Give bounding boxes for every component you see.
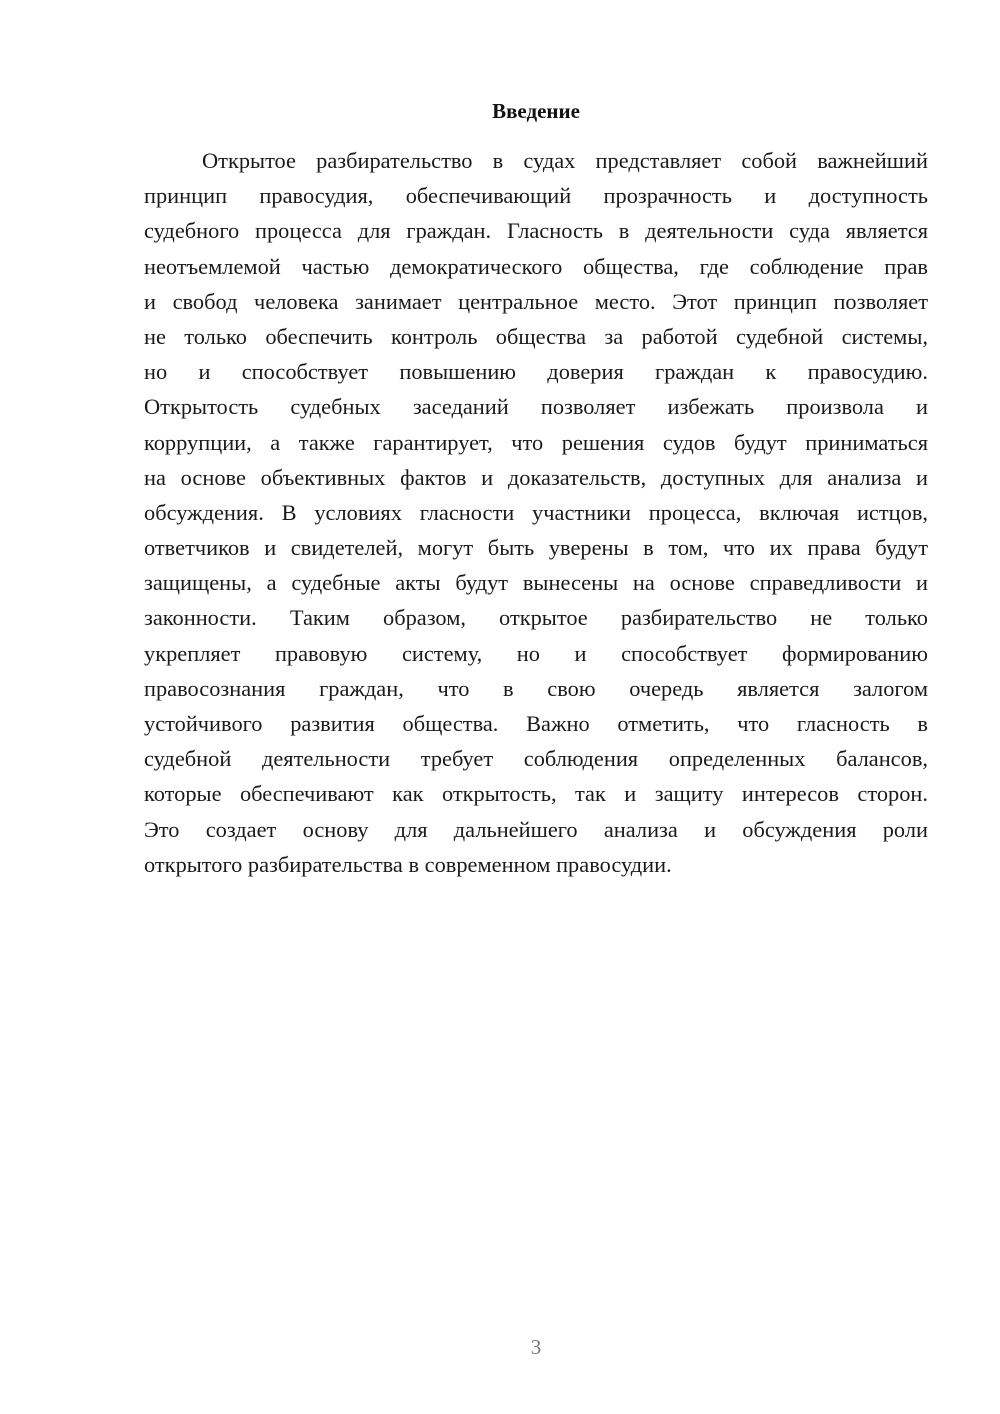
paragraph-line: законности. Таким образом, открытое разбирательство не только — [144, 605, 928, 631]
paragraph-line: Это создает основу для дальнейшего анализа и обсуждения роли — [144, 816, 928, 842]
paragraph-line: правосознания граждан, что в свою очередь является залогом — [144, 675, 928, 701]
paragraph-line: обсуждения. В условиях гласности участники процесса, включая истцов, — [144, 499, 928, 525]
paragraph-line: которые обеспечивают как открытость, так и защиту интересов сторон. — [144, 781, 928, 807]
page-number: 3 — [530, 1335, 542, 1359]
paragraph-line: Открытое разбирательство в судах представляет собой важнейший — [202, 148, 928, 173]
paragraph-line: судебного процесса для граждан. Гласность в деятельности суда является — [144, 218, 928, 244]
paragraph-line: коррупции, а также гарантирует, что решения судов будут приниматься — [144, 429, 928, 455]
paragraph-line: но и способствует повышению доверия граждан к правосудию. — [144, 359, 928, 385]
paragraph-line: и свобод человека занимает центральное место. Этот принцип позволяет — [144, 288, 928, 314]
paragraph-line: не только обеспечить контроль общества за работой судебной системы, — [144, 323, 928, 349]
paragraph-line: судебной деятельности требует соблюдения определенных балансов, — [144, 746, 928, 772]
paragraph-line: Открытость судебных заседаний позволяет избежать произвола и — [144, 394, 928, 420]
paragraph-line: принцип правосудия, обеспечивающий прозрачность и доступность — [144, 183, 928, 209]
introduction-paragraph — [144, 143, 928, 882]
paragraph-line: ответчиков и свидетелей, могут быть уверены в том, что их права будут — [144, 535, 928, 561]
paragraph-line: устойчивого развития общества. Важно отметить, что гласность в — [144, 711, 928, 736]
paragraph-line: неотъемлемой частью демократического общества, где соблюдение прав — [144, 253, 928, 279]
paragraph-line: на основе объективных фактов и доказательств, доступных для анализа и — [144, 464, 928, 490]
paragraph-line: защищены, а судебные акты будут вынесены на основе справедливости и — [144, 570, 928, 596]
paragraph-line: укрепляет правовую систему, но и способствует формированию — [144, 640, 928, 666]
paragraph-line: открытого разбирательства в современном правосудии. — [144, 851, 672, 877]
section-heading: Введение — [492, 99, 580, 123]
